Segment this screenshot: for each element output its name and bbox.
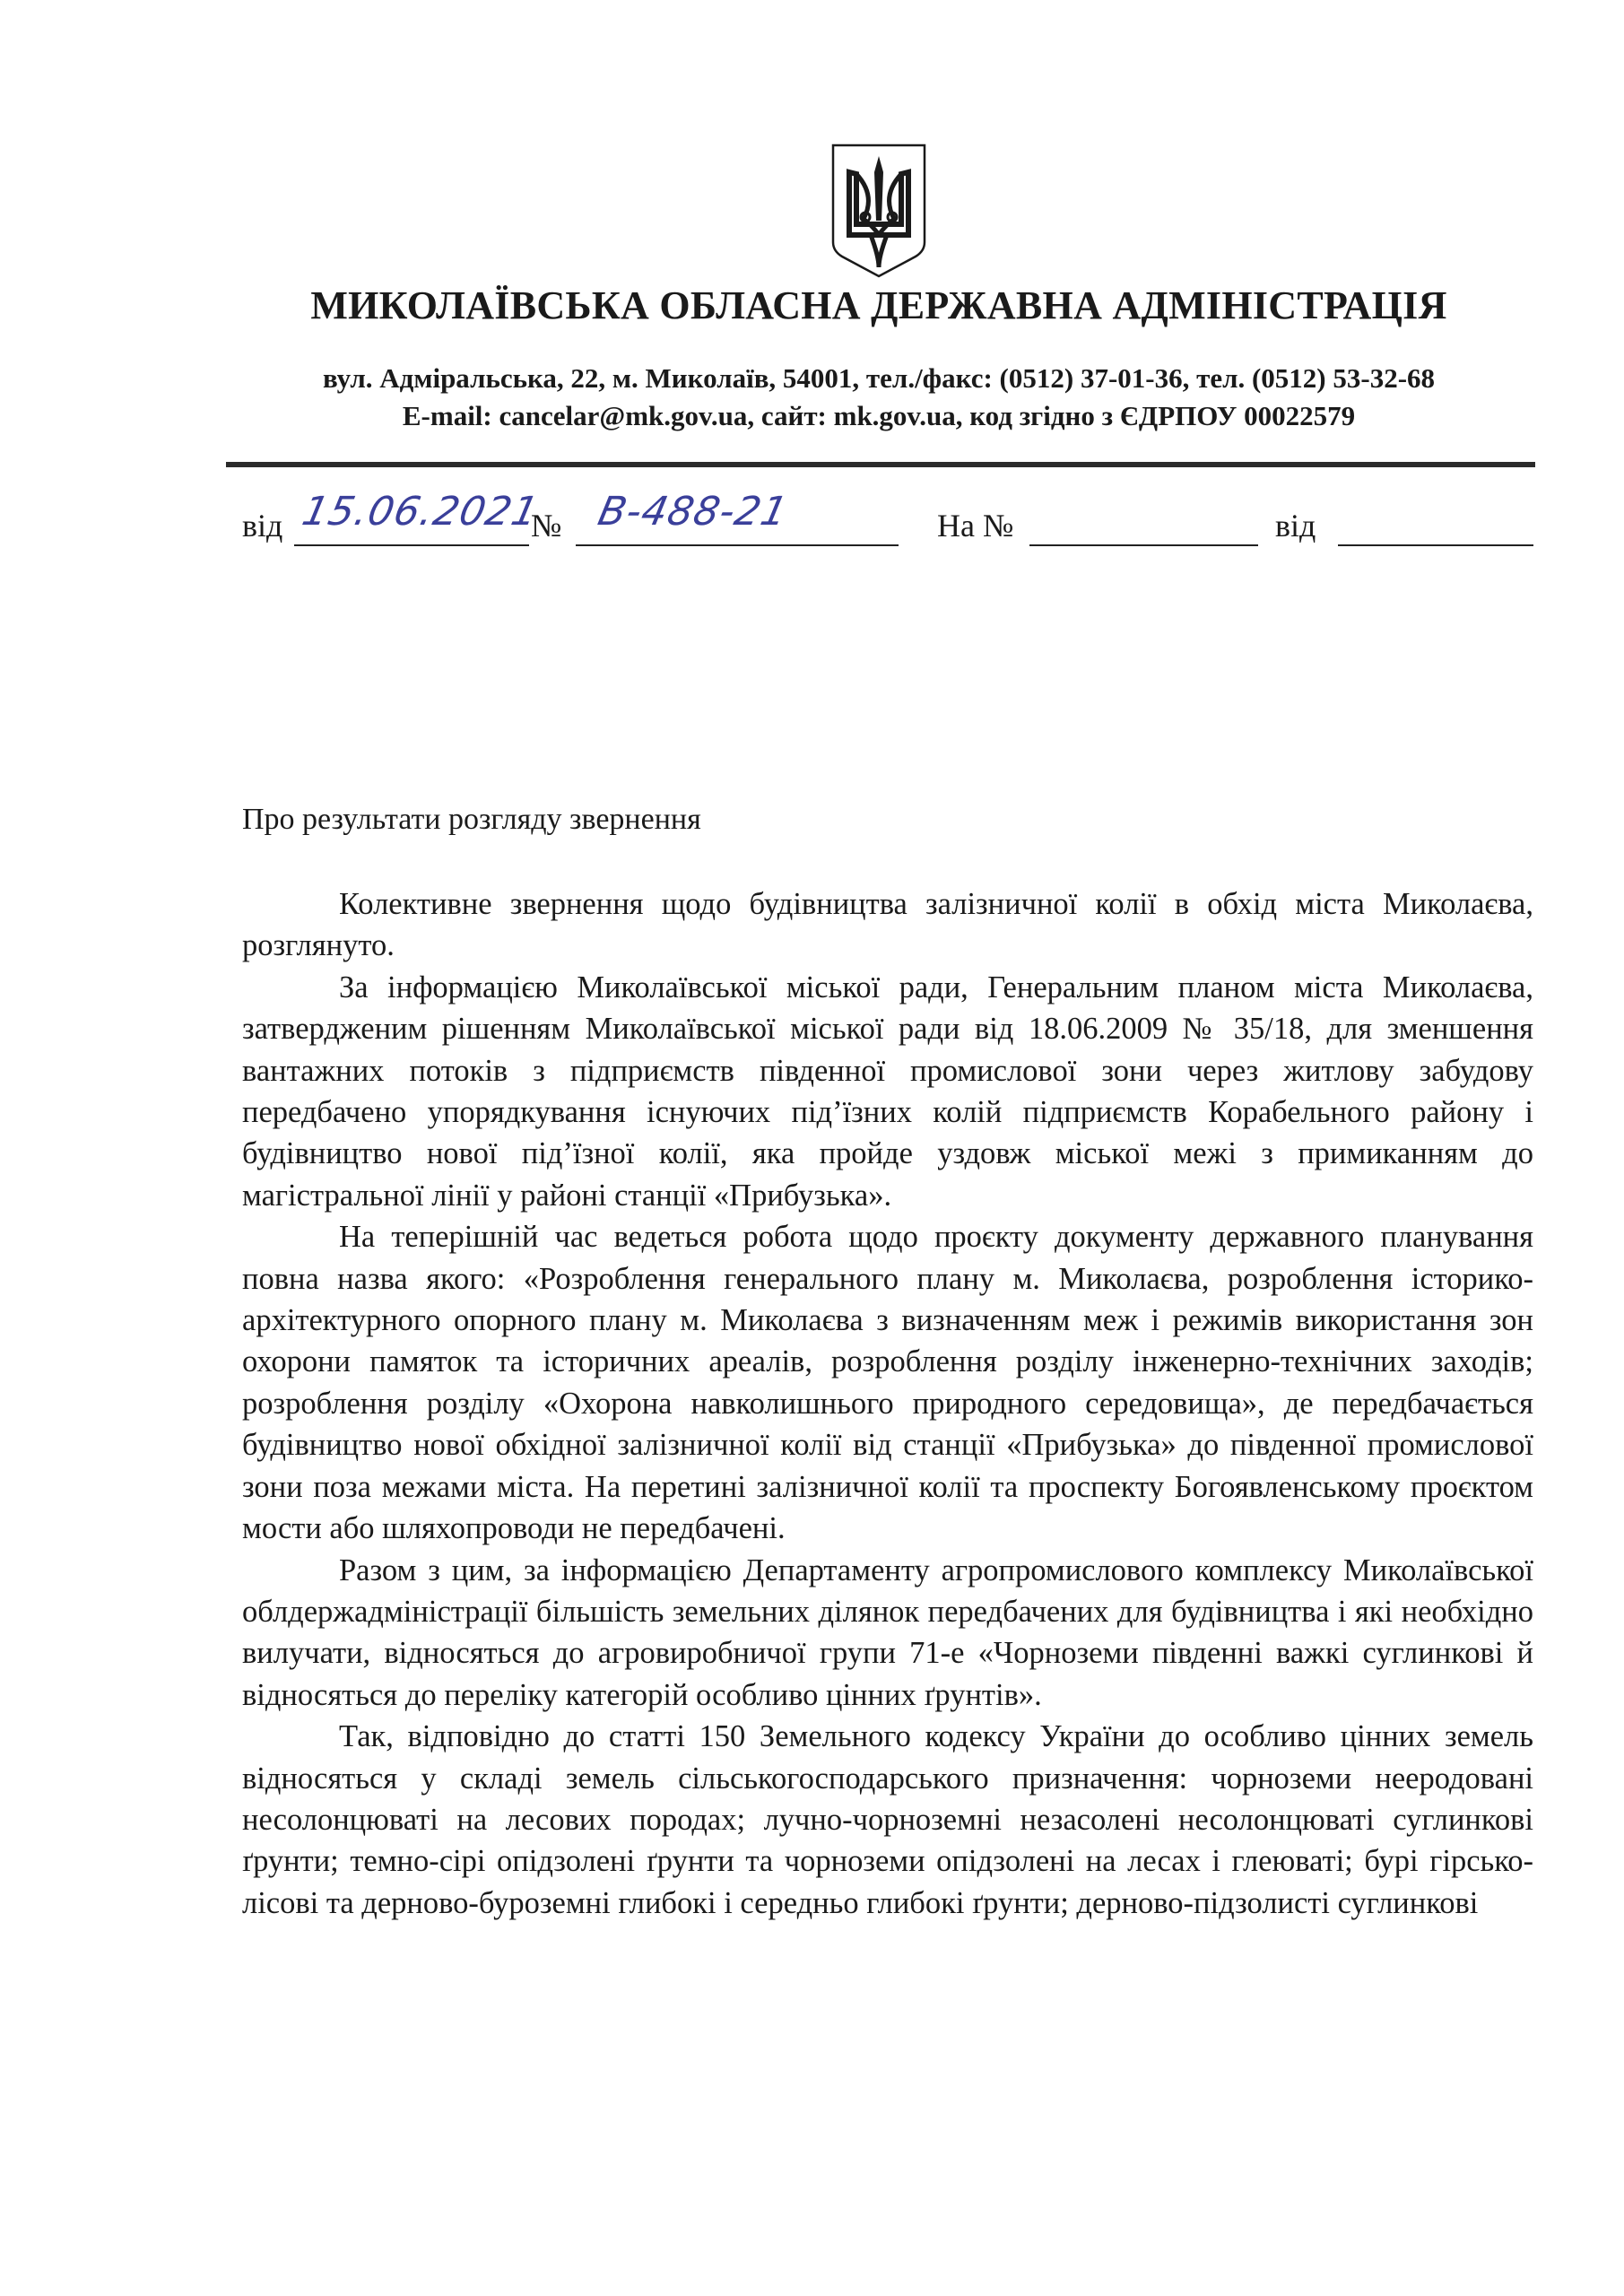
contact-line: E-mail: cancelar@mk.gov.ua, сайт: mk.gov.ua, код згідно з ЄДРПОУ 00022579 bbox=[402, 400, 1356, 431]
trident-coat-of-arms-icon bbox=[829, 142, 928, 278]
reply-from-underline bbox=[1338, 544, 1533, 546]
letter-body bbox=[242, 883, 1533, 1924]
letter-subject: Про результати розгляду звернення bbox=[242, 803, 701, 836]
handwritten-date: 15.06.2021 bbox=[298, 489, 543, 535]
number-label: № bbox=[531, 508, 562, 544]
paragraph: Так, відповідно до статті 150 Земельного кодексу України до особливо цінних земель відносяться у складі земель сільськогосподарського призначення: чорноземи нееродовані несолонцюваті на лесових породах; лучно-чорноземні незасолені несолонцюваті суглинкові ґрунти; темно-сірі опідзолені ґрунти та чорноземи опідзолені на лесах і глеюваті; бурі гірсько-лісові та дерново-буроземні глибокі і середньо глибокі ґрунти; дерново-підзолисті суглинкові bbox=[242, 1719, 1533, 1920]
letterhead-divider bbox=[226, 462, 1535, 467]
paragraph: Разом з цим, за інформацією Департаменту агропромислового комплексу Миколаївської облдержадміністрації більшість земельних ділянок передбачених для будівництва і які необхідно вилучати, відносяться до агровиробничої групи 71-е «Чорноземи південні важкі суглинкові й відносяться до переліку категорій особливо цінних ґрунтів». bbox=[242, 1552, 1533, 1712]
paragraph: На теперішній час ведеться робота щодо проєкту документу державного планування повна назва якого: «Розроблення генерального плану м. Миколаєва, розроблення історико-архітектурного опорного плану м. Миколаєва з визначенням меж і режимів використання зон охорони памяток та історичних ареалів, розроблення розділу інженерно-технічних заходів; розроблення розділу «Охорона навколишнього природного середовища», де передбачається будівництво нової обхідної залізничної колії від станції «Прибузька» до південної промислової зони поза межами міста. На перетині залізничної колії та проспекту Богоявленському проєктом мости або шляхопроводи не передбачені. bbox=[242, 1220, 1533, 1546]
reply-to-underline bbox=[1029, 544, 1258, 546]
address-line: вул. Адміральська, 22, м. Миколаїв, 54001, тел./факс: (0512) 37-01-36, тел. (0512) 53-32-68 bbox=[322, 362, 1436, 394]
reply-from-label: від bbox=[1275, 508, 1316, 544]
paragraph: Колективне звернення щодо будівництва залізничної колії в обхід міста Миколаєва, розглянуто. bbox=[242, 887, 1533, 963]
date-label: від bbox=[242, 508, 283, 544]
date-underline bbox=[294, 544, 529, 546]
number-underline bbox=[576, 544, 899, 546]
organization-title: МИКОЛАЇВСЬКА ОБЛАСНА ДЕРЖАВНА АДМІНІСТРАЦІЯ bbox=[310, 283, 1447, 327]
reply-to-label: На № bbox=[937, 508, 1014, 544]
paragraph: За інформацією Миколаївської міської ради, Генеральним планом міста Миколаєва, затвердженим рішенням Миколаївської міської ради від 18.06.2009 № 35/18, для зменшення вантажних потоків з підприємств південної промислової зони через житлову забудову передбачено упорядкування існуючих під’їзних колій підприємств Корабельного району і будівництво нової під’їзної колії, яка пройде уздовж міської межі з примиканням до магістральної лінії у районі станції «Прибузька». bbox=[242, 970, 1533, 1213]
handwritten-number: В-488-21 bbox=[594, 489, 793, 535]
reference-row bbox=[242, 489, 1533, 552]
